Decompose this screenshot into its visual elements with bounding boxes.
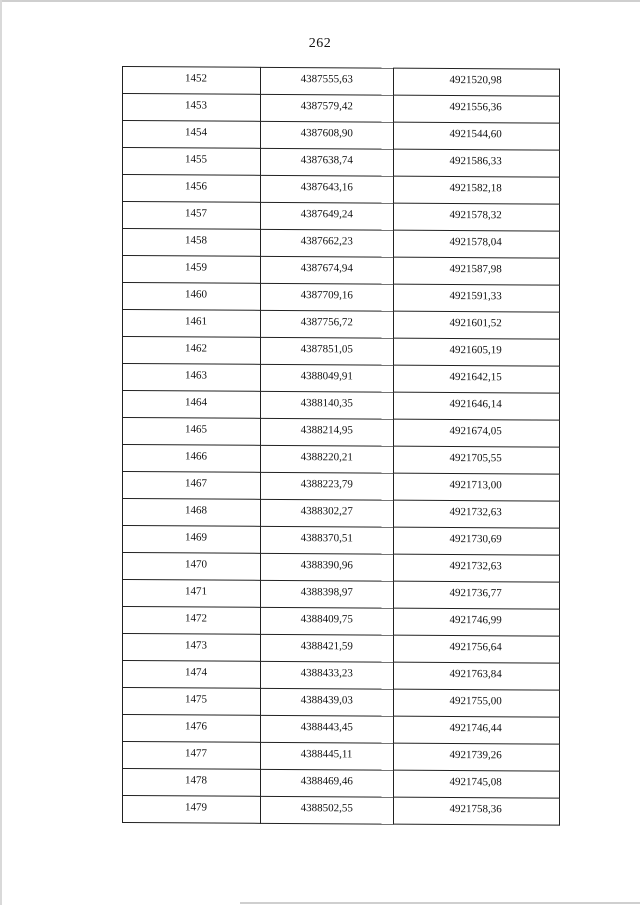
x-coordinate-cell-text: 4388409,75 (300, 613, 353, 626)
x-coordinate-cell (260, 580, 393, 608)
y-coordinate-cell (393, 176, 559, 204)
y-coordinate-cell (393, 662, 559, 690)
x-coordinate-cell-text: 4387579,42 (300, 100, 353, 113)
y-coordinate-cell-text: 4921556,36 (449, 101, 502, 114)
y-coordinate-cell-text: 4921732,63 (449, 560, 502, 573)
y-coordinate-cell (393, 284, 559, 312)
point-number-cell-text: 1455 (185, 153, 207, 166)
x-coordinate-cell-text: 4387643,16 (300, 181, 353, 194)
table-row (123, 418, 560, 448)
y-coordinate-cell (393, 419, 559, 447)
point-number-cell-text: 1467 (185, 477, 207, 490)
x-coordinate-cell-text: 4388370,51 (300, 532, 353, 545)
table-row (123, 526, 560, 556)
y-coordinate-cell-text: 4921730,69 (449, 533, 502, 546)
y-coordinate-cell (393, 608, 559, 636)
table-row (123, 607, 560, 637)
y-coordinate-cell-text: 4921586,33 (449, 155, 502, 168)
x-coordinate-cell-text: 4387662,23 (300, 235, 353, 248)
table-row (123, 634, 560, 664)
x-coordinate-cell-text: 4388302,27 (300, 505, 353, 518)
point-number-cell (123, 472, 261, 500)
table-row (123, 715, 560, 745)
table-row (123, 364, 560, 394)
point-number-cell-text: 1454 (185, 126, 207, 139)
x-coordinate-cell-text: 4387649,24 (300, 208, 353, 221)
coordinates-table (122, 66, 560, 826)
y-coordinate-cell-text: 4921646,14 (449, 398, 502, 411)
y-coordinate-cell (393, 770, 559, 798)
point-number-cell (123, 688, 261, 716)
x-coordinate-cell (260, 634, 393, 662)
table-row (123, 580, 560, 610)
x-coordinate-cell (260, 445, 393, 473)
y-coordinate-cell (393, 797, 559, 825)
table-row (123, 175, 560, 205)
x-coordinate-cell (260, 796, 393, 824)
x-coordinate-cell (260, 526, 393, 554)
x-coordinate-cell-text: 4388220,21 (300, 451, 353, 464)
x-coordinate-cell (260, 742, 393, 770)
point-number-cell-text: 1479 (185, 801, 207, 814)
page-edge-bottom (240, 902, 640, 904)
point-number-cell-text: 1463 (185, 369, 207, 382)
x-coordinate-cell (260, 607, 393, 635)
x-coordinate-cell (260, 202, 393, 230)
x-coordinate-cell-text: 4387555,63 (300, 73, 353, 86)
x-coordinate-cell (260, 418, 393, 446)
point-number-cell (123, 418, 261, 446)
y-coordinate-cell-text: 4921578,32 (449, 209, 502, 222)
point-number-cell-text: 1464 (185, 396, 207, 409)
point-number-cell-text: 1469 (185, 531, 207, 544)
x-coordinate-cell (260, 256, 393, 284)
point-number-cell (123, 553, 261, 581)
y-coordinate-cell (393, 500, 559, 528)
point-number-cell-text: 1471 (185, 585, 207, 598)
table-row (123, 553, 560, 583)
y-coordinate-cell-text: 4921763,84 (449, 668, 502, 681)
y-coordinate-cell-text: 4921758,36 (449, 803, 502, 816)
y-coordinate-cell (393, 689, 559, 717)
y-coordinate-cell-text: 4921605,19 (449, 344, 502, 357)
y-coordinate-cell (393, 743, 559, 771)
y-coordinate-cell-text: 4921578,04 (449, 236, 502, 249)
point-number-cell (123, 607, 261, 635)
y-coordinate-cell (393, 527, 559, 555)
x-coordinate-cell (260, 229, 393, 257)
y-coordinate-cell (393, 149, 559, 177)
table-row (123, 472, 560, 502)
y-coordinate-cell-text: 4921674,05 (449, 425, 502, 438)
y-coordinate-cell-text: 4921705,55 (449, 452, 502, 465)
y-coordinate-cell (393, 392, 559, 420)
table-row (123, 94, 560, 124)
y-coordinate-cell-text: 4921746,99 (449, 614, 502, 627)
x-coordinate-cell-text: 4388223,79 (300, 478, 353, 491)
x-coordinate-cell-text: 4387638,74 (300, 154, 353, 167)
y-coordinate-cell-text: 4921544,60 (449, 128, 502, 141)
point-number-cell (123, 769, 261, 797)
point-number-cell (123, 364, 261, 392)
table-row (123, 661, 560, 691)
y-coordinate-cell (393, 338, 559, 366)
y-coordinate-cell-text: 4921601,52 (449, 317, 502, 330)
point-number-cell-text: 1477 (185, 747, 207, 760)
y-coordinate-cell (393, 554, 559, 582)
y-coordinate-cell-text: 4921736,77 (449, 587, 502, 600)
table-row (123, 121, 560, 151)
x-coordinate-cell-text: 4388445,11 (300, 748, 353, 761)
point-number-cell-text: 1472 (185, 612, 207, 625)
x-coordinate-cell-text: 4388398,97 (300, 586, 353, 599)
point-number-cell (123, 310, 261, 338)
table-row (123, 499, 560, 529)
point-number-cell-text: 1458 (185, 234, 207, 247)
y-coordinate-cell (393, 230, 559, 258)
y-coordinate-cell-text: 4921520,98 (449, 74, 502, 87)
point-number-cell (123, 175, 261, 203)
x-coordinate-cell (260, 661, 393, 689)
point-number-cell (123, 742, 261, 770)
x-coordinate-cell-text: 4388469,46 (300, 775, 353, 788)
x-coordinate-cell-text: 4387674,94 (300, 262, 353, 275)
table-row (123, 148, 560, 178)
y-coordinate-cell (393, 203, 559, 231)
x-coordinate-cell-text: 4387608,90 (300, 127, 353, 140)
point-number-cell (123, 499, 261, 527)
y-coordinate-cell-text: 4921713,00 (449, 479, 502, 492)
x-coordinate-cell-text: 4388443,45 (300, 721, 353, 734)
table-row (123, 67, 560, 97)
table-row (123, 742, 560, 772)
y-coordinate-cell (393, 365, 559, 393)
x-coordinate-cell (260, 337, 393, 365)
point-number-cell (123, 256, 261, 284)
y-coordinate-cell-text: 4921755,00 (449, 695, 502, 708)
x-coordinate-cell (260, 121, 393, 149)
point-number-cell (123, 337, 261, 365)
y-coordinate-cell (393, 311, 559, 339)
y-coordinate-cell-text: 4921591,33 (449, 290, 502, 303)
coordinates-table-body (123, 67, 560, 826)
page-number: 262 (308, 36, 332, 51)
point-number-cell (123, 202, 261, 230)
x-coordinate-cell (260, 553, 393, 581)
table-row (123, 796, 560, 826)
y-coordinate-cell-text: 4921587,98 (449, 263, 502, 276)
y-coordinate-cell (393, 446, 559, 474)
point-number-cell (123, 148, 261, 176)
point-number-cell-text: 1468 (185, 504, 207, 517)
point-number-cell (123, 445, 261, 473)
point-number-cell-text: 1474 (185, 666, 207, 679)
x-coordinate-cell (260, 364, 393, 392)
x-coordinate-cell-text: 4388421,59 (300, 640, 353, 653)
y-coordinate-cell (393, 122, 559, 150)
page-edge-top (0, 0, 640, 2)
point-number-cell-text: 1478 (185, 774, 207, 787)
table-row (123, 202, 560, 232)
table-row (123, 310, 560, 340)
point-number-cell-text: 1453 (185, 99, 207, 112)
point-number-cell (123, 634, 261, 662)
y-coordinate-cell-text: 4921745,08 (449, 776, 502, 789)
x-coordinate-cell (260, 67, 393, 95)
x-coordinate-cell-text: 4388049,91 (300, 370, 353, 383)
table-row (123, 769, 560, 799)
x-coordinate-cell (260, 769, 393, 797)
point-number-cell (123, 283, 261, 311)
table-row (123, 337, 560, 367)
y-coordinate-cell-text: 4921582,18 (449, 182, 502, 195)
point-number-cell (123, 229, 261, 257)
y-coordinate-cell (393, 635, 559, 663)
table-row (123, 256, 560, 286)
y-coordinate-cell (393, 257, 559, 285)
point-number-cell (123, 580, 261, 608)
x-coordinate-cell-text: 4388433,23 (300, 667, 353, 680)
table-row (123, 391, 560, 421)
x-coordinate-cell-text: 4388140,35 (300, 397, 353, 410)
x-coordinate-cell (260, 175, 393, 203)
y-coordinate-cell-text: 4921756,64 (449, 641, 502, 654)
x-coordinate-cell-text: 4387851,05 (300, 343, 353, 356)
point-number-cell-text: 1465 (185, 423, 207, 436)
point-number-cell (123, 94, 261, 122)
point-number-cell (123, 661, 261, 689)
point-number-cell-text: 1460 (185, 288, 207, 301)
point-number-cell (123, 67, 261, 95)
x-coordinate-cell (260, 148, 393, 176)
page-edge-left (0, 0, 2, 905)
point-number-cell-text: 1457 (185, 207, 207, 220)
y-coordinate-cell (393, 473, 559, 501)
point-number-cell (123, 715, 261, 743)
table-row (123, 445, 560, 475)
x-coordinate-cell (260, 472, 393, 500)
y-coordinate-cell (393, 95, 559, 123)
point-number-cell-text: 1476 (185, 720, 207, 733)
y-coordinate-cell (393, 68, 559, 96)
point-number-cell-text: 1461 (185, 315, 207, 328)
point-number-cell-text: 1462 (185, 342, 207, 355)
point-number-cell-text: 1452 (185, 72, 207, 85)
y-coordinate-cell-text: 4921739,26 (449, 749, 502, 762)
table-row (123, 229, 560, 259)
table-row (123, 688, 560, 718)
y-coordinate-cell-text: 4921732,63 (449, 506, 502, 519)
x-coordinate-cell (260, 94, 393, 122)
x-coordinate-cell (260, 499, 393, 527)
table-row (123, 283, 560, 313)
x-coordinate-cell-text: 4387756,72 (300, 316, 353, 329)
x-coordinate-cell (260, 310, 393, 338)
x-coordinate-cell-text: 4388502,55 (300, 802, 353, 815)
x-coordinate-cell-text: 4388214,95 (300, 424, 353, 437)
x-coordinate-cell (260, 715, 393, 743)
point-number-cell (123, 391, 261, 419)
point-number-cell-text: 1459 (185, 261, 207, 274)
point-number-cell (123, 526, 261, 554)
x-coordinate-cell-text: 4388390,96 (300, 559, 353, 572)
x-coordinate-cell (260, 391, 393, 419)
point-number-cell (123, 796, 261, 824)
y-coordinate-cell-text: 4921642,15 (449, 371, 502, 384)
point-number-cell-text: 1475 (185, 693, 207, 706)
y-coordinate-cell (393, 581, 559, 609)
point-number-cell-text: 1466 (185, 450, 207, 463)
x-coordinate-cell (260, 688, 393, 716)
x-coordinate-cell-text: 4387709,16 (300, 289, 353, 302)
x-coordinate-cell-text: 4388439,03 (300, 694, 353, 707)
point-number-cell-text: 1456 (185, 180, 207, 193)
point-number-cell-text: 1473 (185, 639, 207, 652)
point-number-cell (123, 121, 261, 149)
y-coordinate-cell (393, 716, 559, 744)
point-number-cell-text: 1470 (185, 558, 207, 571)
x-coordinate-cell (260, 283, 393, 311)
y-coordinate-cell-text: 4921746,44 (449, 722, 502, 735)
